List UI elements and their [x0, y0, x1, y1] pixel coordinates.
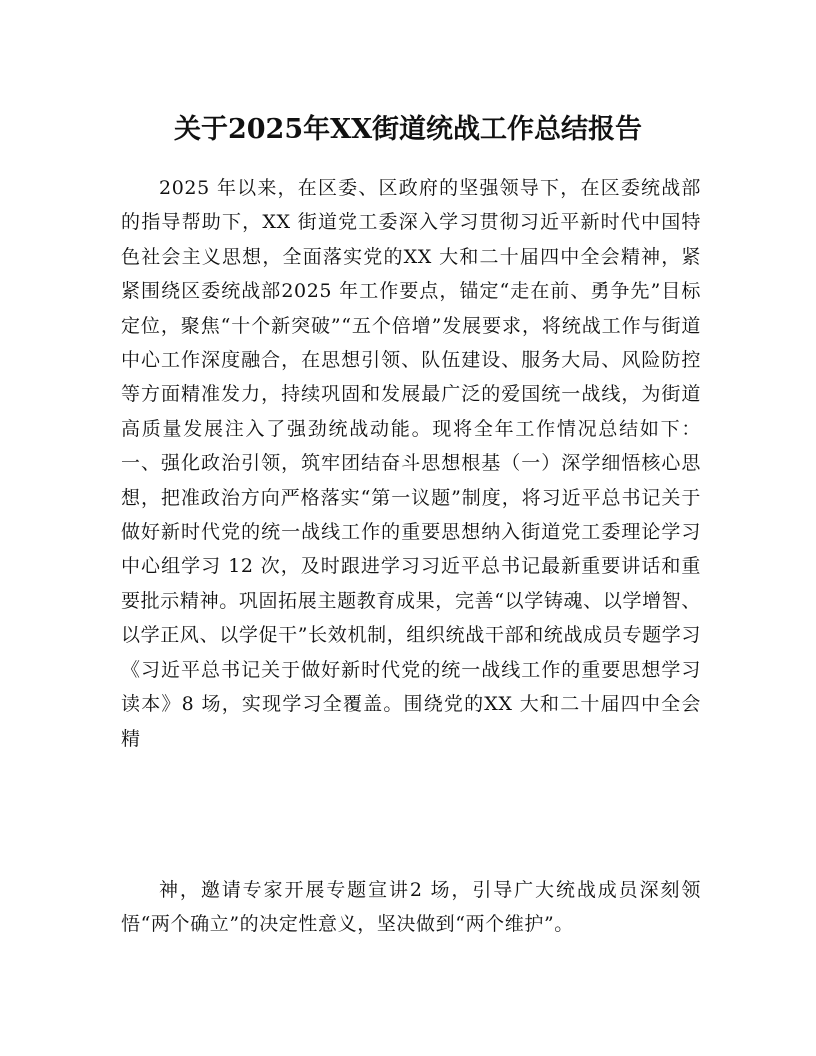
body-paragraph-2: 神，邀请专家开展专题宣讲2 场，引导广大统战成员深刻领悟“两个确立”的决定性意义，坚决做到“两个维护”。: [121, 879, 701, 936]
body-paragraph-1: 2025 年以来，在区委、区政府的坚强领导下，在区委统战部的指导帮助下，XX 街道党工委深入学习贯彻习近平新时代中国特色社会主义思想，全面落实党的XX 大和二十届四中全会精神，紧紧围绕区委统战部2025 年工作要点，锚定“走在前、勇争先”目标定位，聚焦“十个新突破”“五个倍增”发展要求，将统战工作与街道中心工作深度融合，在思想引领、队伍建设、服务大局、风险防控等方面精准发力，持续巩固和发展最广泛的爱国统一战线，为街道高质量发展注入了强劲统战动能。现将全年工作情况总结如下：一、强化政治引领，筑牢团结奋斗思想根基（一）深学细悟核心思想，把准政治方向严格落实“第一议题”制度，将习近平总书记关于做好新时代党的统一战线工作的重要思想纳入街道党工委理论学习中心组学习 12 次，及时跟进学习习近平总书记最新重要讲话和重要批示精神。巩固拓展主题教育成果，完善“以学铸魂、以学增智、以学正风、以学促干”长效机制，组织统战干部和统战成员专题学习《习近平总书记关于做好新时代党的统一战线工作的重要思想学习读本》8 场，实现学习全覆盖。围绕党的XX 大和二十届四中全会精: [121, 177, 701, 750]
document-title: 关于2025年XX街道统战工作总结报告: [173, 114, 643, 145]
